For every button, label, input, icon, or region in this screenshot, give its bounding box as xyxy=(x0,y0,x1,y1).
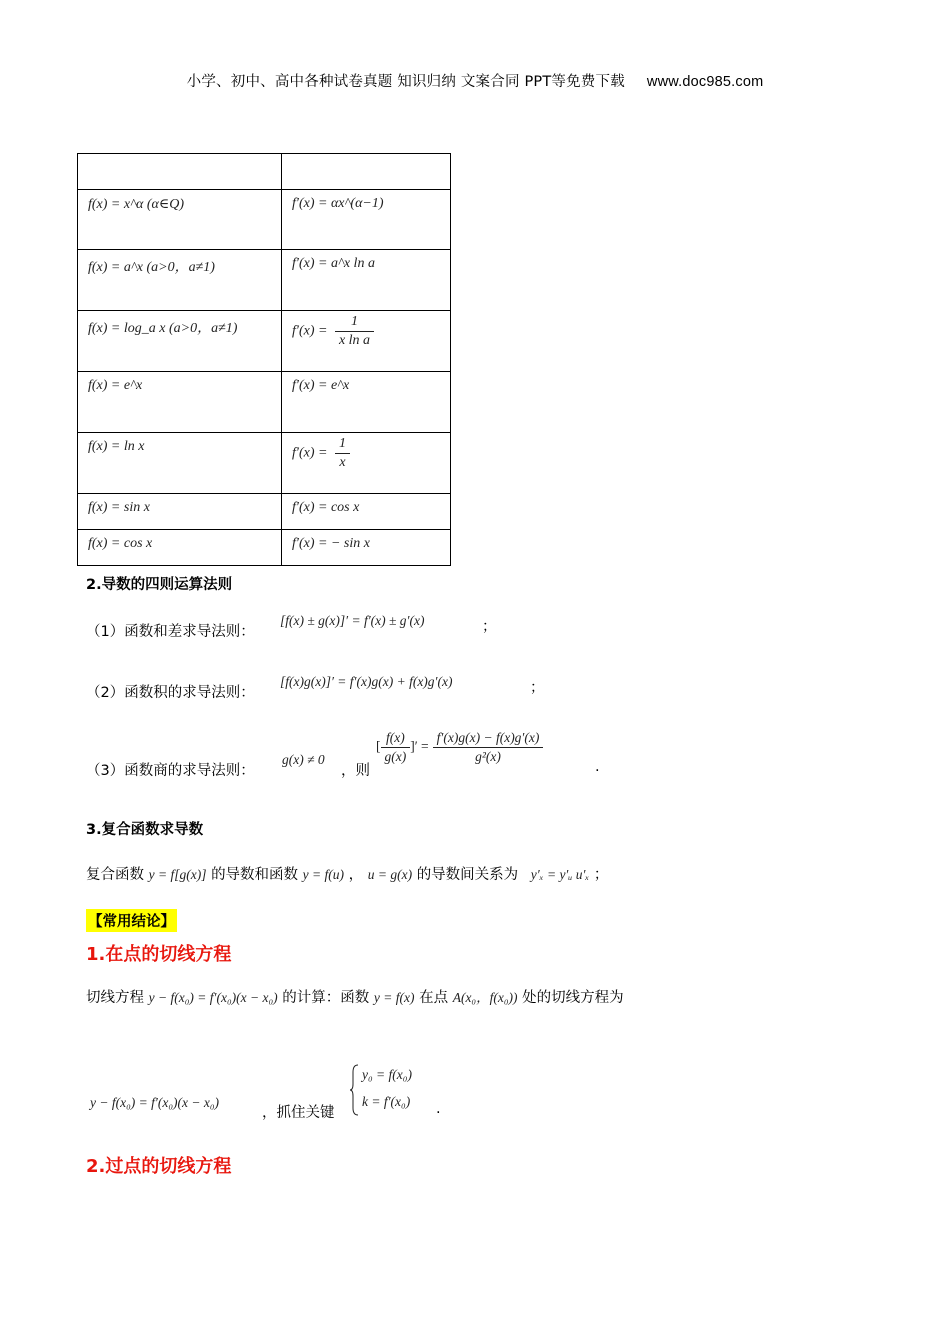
header-text: 小学、初中、高中各种试卷真题 知识归纳 文案合同 PPT等免费下载 xyxy=(186,74,625,90)
text-span: 在点 xyxy=(419,990,449,1006)
table-row xyxy=(78,494,451,530)
text-span: 的计算：函数 xyxy=(282,990,370,1006)
rule3-label: （3）函数商的求导法则： xyxy=(86,763,255,779)
fraction-numerator: f(x) xyxy=(381,729,411,748)
derivative-cell: f′(x) = − sin x xyxy=(292,536,370,551)
table-row xyxy=(78,190,451,250)
text-span: 的导数间关系为 xyxy=(416,867,519,883)
text-span: 的导数和函数 xyxy=(211,867,299,883)
derivative-cell xyxy=(282,311,450,350)
table-row xyxy=(78,311,451,372)
derivative-cell: f′(x) = a^x ln a xyxy=(292,256,375,271)
table-row xyxy=(78,250,451,311)
math-span: A(x₀，f(x₀)) xyxy=(452,990,518,1005)
brace-icon xyxy=(350,1064,354,1116)
derivative-prefix: f′(x) = xyxy=(292,323,328,339)
fraction-denominator: g(x) xyxy=(384,749,407,764)
table-header-right xyxy=(282,154,451,190)
fraction-denominator: g²(x) xyxy=(475,749,501,764)
derivative-table xyxy=(77,153,451,566)
bracket-open: [ xyxy=(376,738,381,754)
derivative-cell: f′(x) = e^x xyxy=(292,378,350,393)
math-span: y = f(x) xyxy=(373,990,415,1005)
math-span: y − f(x₀) = f′(x₀)(x − x₀) xyxy=(148,990,278,1005)
derivative-cell: f′(x) = cos x xyxy=(292,500,360,515)
conclusion-line-1 xyxy=(86,986,624,1007)
rule1-math: [f(x) ± g(x)]′ = f′(x) ± g′(x) xyxy=(280,613,425,628)
math-span: y′ₓ = y′ᵤ u′ₓ xyxy=(530,867,590,882)
rule3-condition: g(x) ≠ 0 xyxy=(282,752,325,767)
page-header xyxy=(0,70,950,91)
text-span: 切线方程 xyxy=(86,990,144,1006)
function-cell: f(x) = ln x xyxy=(88,439,145,454)
text-span: 处的切线方程为 xyxy=(522,990,624,1006)
section2-title: 2.导数的四则运算法则 xyxy=(86,577,233,593)
fraction-denominator: x xyxy=(339,455,346,470)
rule2-label: （2）函数积的求导法则： xyxy=(86,685,255,701)
key-end: . xyxy=(436,1101,441,1117)
rule1-end: ； xyxy=(482,619,497,635)
section3-line xyxy=(86,863,608,884)
section3-title: 3.复合函数求导数 xyxy=(86,822,204,838)
table-header-left xyxy=(78,154,282,190)
table-row xyxy=(78,530,451,566)
system-line-1: y₀ = f(x₀) xyxy=(362,1067,412,1082)
derivative-cell: f′(x) = αx^(α−1) xyxy=(292,196,384,211)
bracket-close: ]′ = xyxy=(410,738,429,754)
table-header-row xyxy=(78,154,451,190)
table-row xyxy=(78,433,451,494)
fraction-numerator: 1 xyxy=(335,313,374,332)
header-site: www.doc985.com xyxy=(646,74,764,90)
math-span: y = f[g(x)] xyxy=(148,867,207,882)
fraction xyxy=(335,435,350,472)
rule3-end: . xyxy=(595,759,600,775)
fraction xyxy=(335,313,374,350)
function-cell: f(x) = x^α (α∈Q) xyxy=(88,197,184,212)
math-span: y = f(u) xyxy=(302,867,345,882)
fraction-numerator: 1 xyxy=(335,435,350,454)
function-cell: f(x) = sin x xyxy=(88,500,150,515)
rule1-label: （1）函数和差求导法则： xyxy=(86,624,255,640)
function-cell: f(x) = a^x (a>0，a≠1) xyxy=(88,260,215,275)
rule2-end: ； xyxy=(530,680,545,696)
conclusion-heading-2: 2.过点的切线方程 xyxy=(86,1156,232,1177)
derivative-prefix: f′(x) = xyxy=(292,445,328,461)
system-line-2: k = f′(x₀) xyxy=(362,1094,411,1109)
key-label: ，抓住关键 xyxy=(262,1105,335,1121)
derivative-cell xyxy=(282,433,450,472)
fraction xyxy=(381,729,411,766)
function-cell: f(x) = e^x xyxy=(88,378,143,393)
math-span: u = g(x) xyxy=(367,867,413,882)
tangent-equation: y − f(x₀) = f′(x₀)(x − x₀) xyxy=(90,1095,220,1110)
conclusion-heading-1: 1.在点的切线方程 xyxy=(86,944,232,965)
text-span: ， xyxy=(348,867,364,883)
rule2-math: [f(x)g(x)]′ = f′(x)g(x) + f(x)g′(x) xyxy=(280,674,453,689)
function-cell: f(x) = log_a x (a>0，a≠1) xyxy=(88,321,238,336)
fraction-denominator: x ln a xyxy=(338,333,371,348)
rule3-then: ，则 xyxy=(341,763,370,779)
function-cell: f(x) = cos x xyxy=(88,536,153,551)
text-span: ； xyxy=(593,867,609,883)
fraction xyxy=(433,729,544,766)
rule3-formula xyxy=(376,729,543,766)
conclusion-tag: 【常用结论】 xyxy=(86,909,177,932)
table-row xyxy=(78,372,451,433)
text-span: 复合函数 xyxy=(86,867,144,883)
fraction-numerator: f′(x)g(x) − f(x)g′(x) xyxy=(433,729,544,748)
